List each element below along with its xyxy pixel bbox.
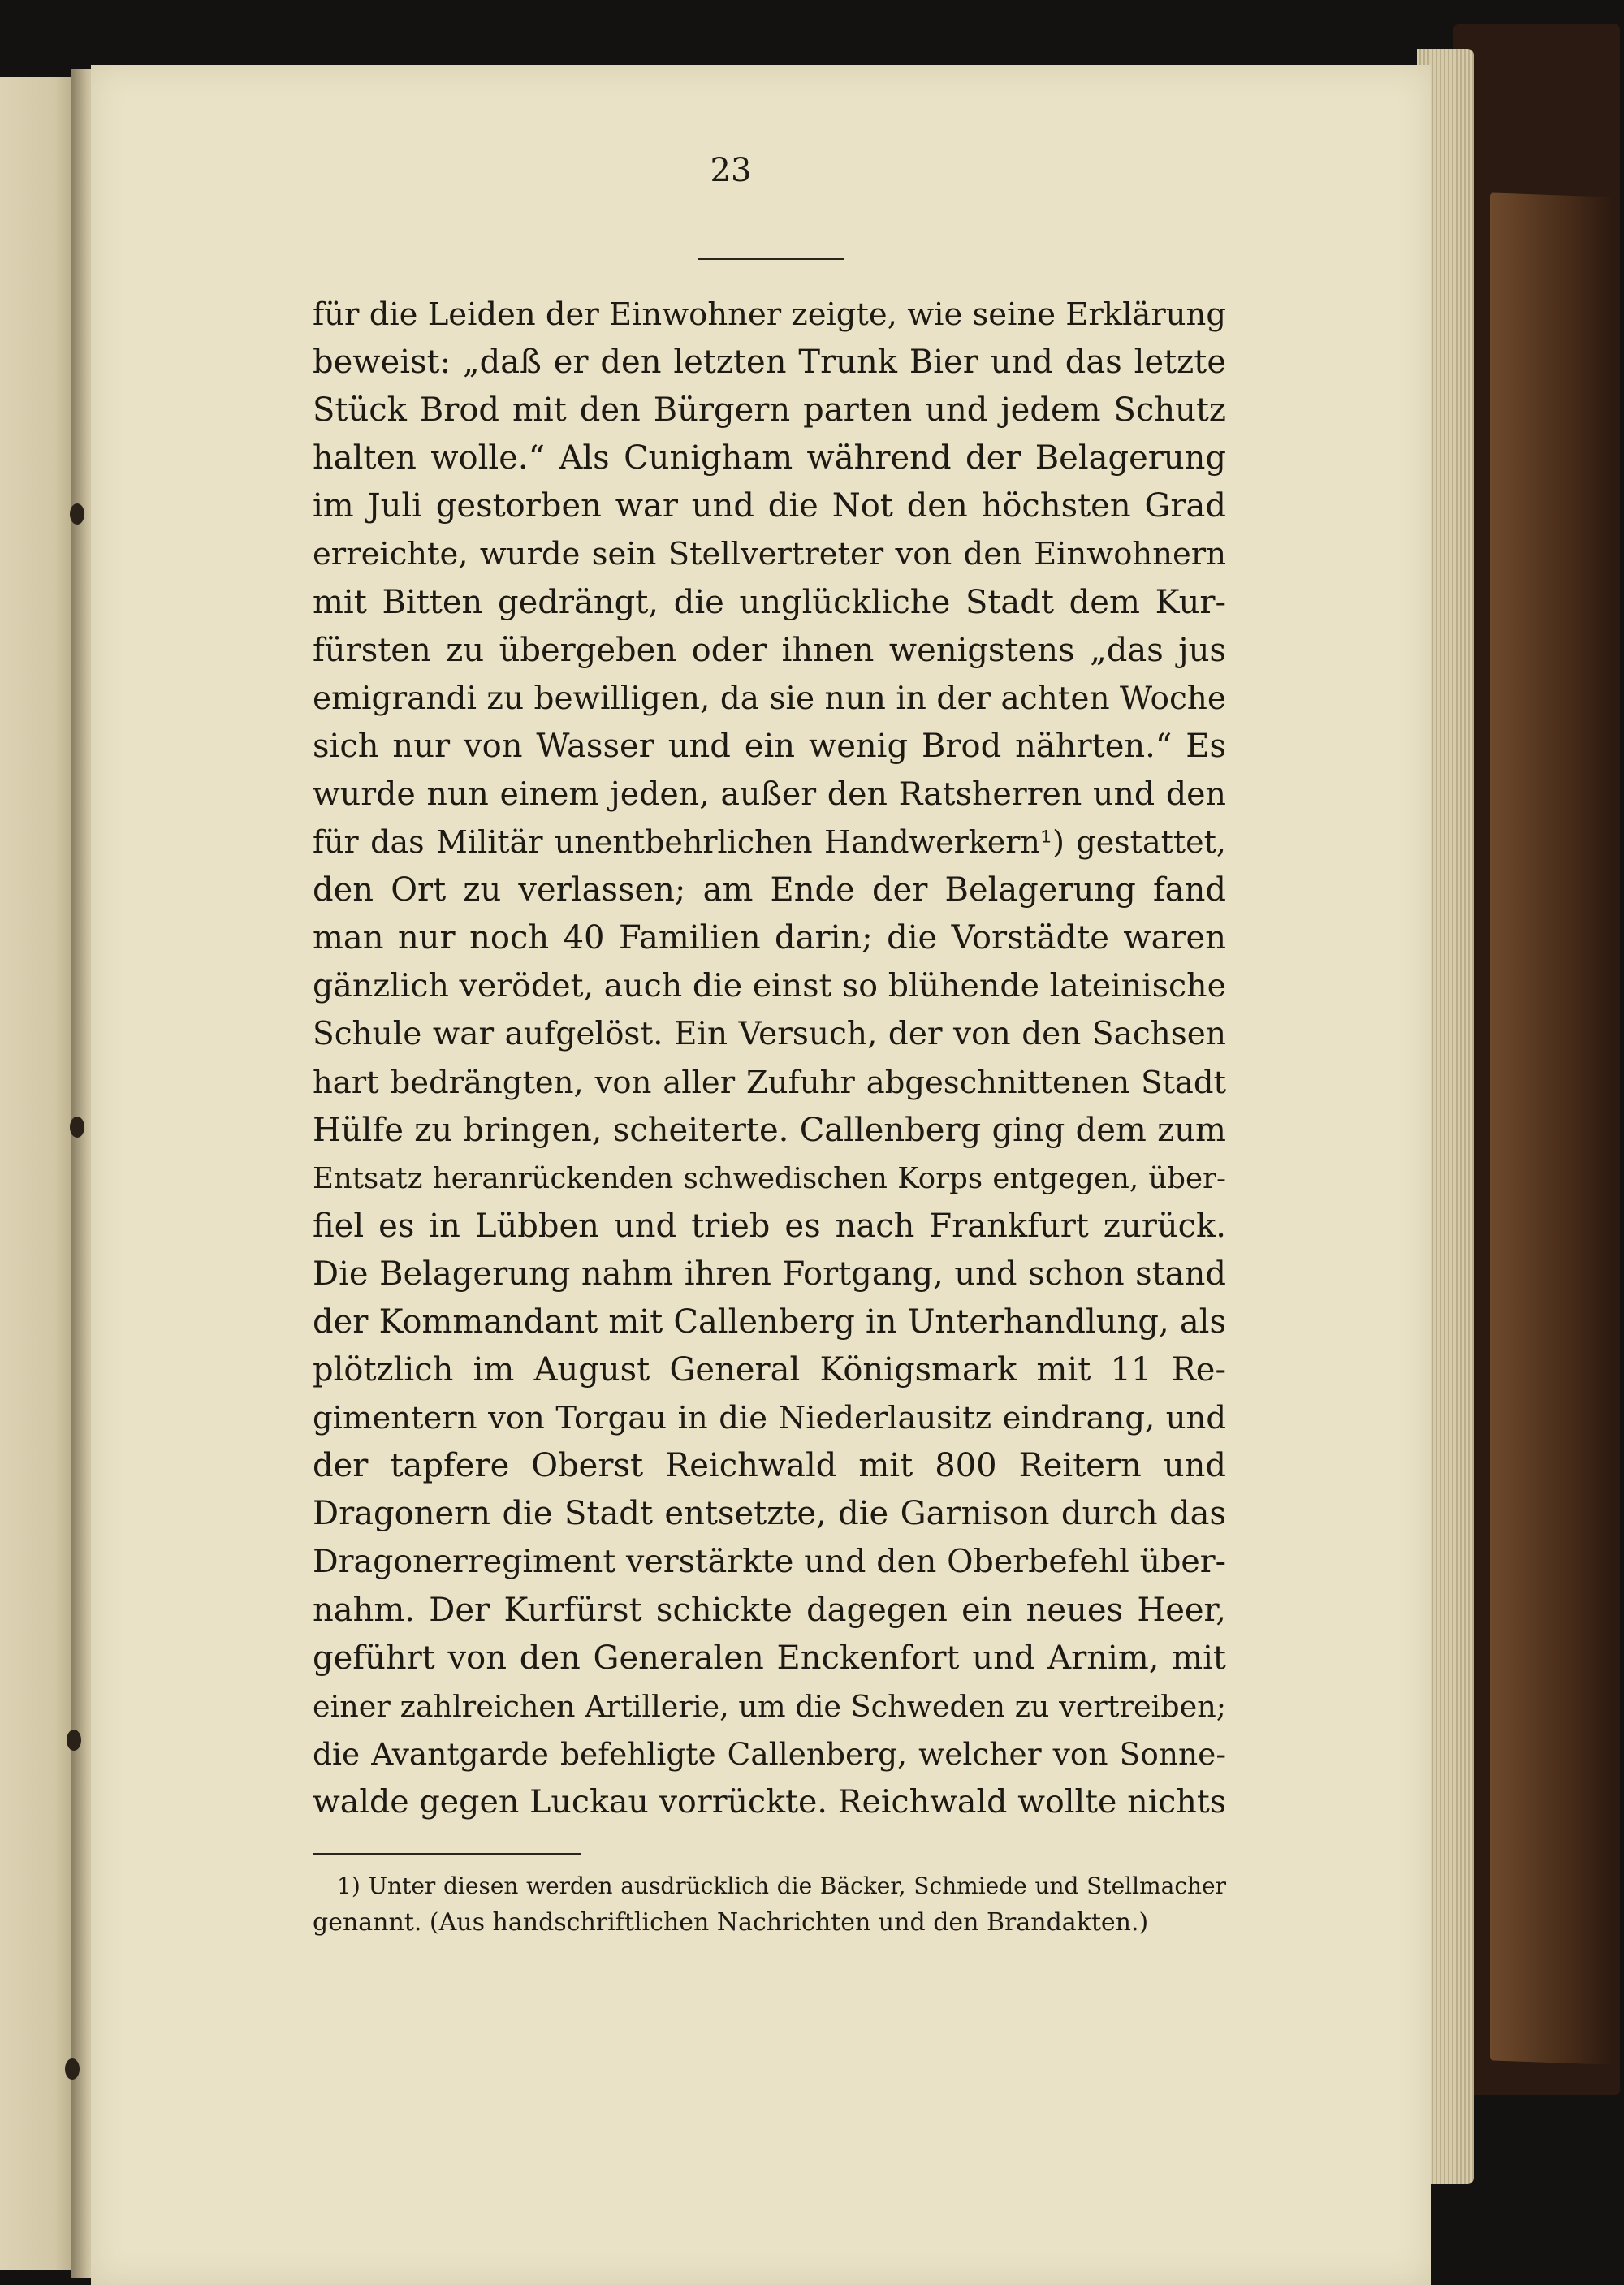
text-line: gänzlich verödet, auch die einst so blühende lateinische [313, 967, 1226, 1005]
text-line: Stück Brod mit den Bürgern parten und jedem Schutz [313, 391, 1226, 430]
text-line: die Avantgarde befehligte Callenberg, welcher von Sonne- [313, 1735, 1226, 1772]
text-line: erreichte, wurde sein Stellvertreter von den Einwohnern [313, 536, 1226, 573]
page-header [617, 146, 844, 195]
text-line: einer zahlreichen Artillerie, um die Schweden zu vertreiben; [313, 1688, 1226, 1724]
footnote [313, 1868, 1226, 1941]
text-line: plötzlich im August General Königsmark mit 11 Re- [313, 1351, 1226, 1389]
body-text [313, 291, 1226, 1826]
cover-edge [1490, 192, 1612, 2064]
text-line: beweist: „daß er den letzten Trunk Bier und das letzte [313, 343, 1226, 382]
text-line: Hülfe zu bringen, scheiterte. Callenberg ging dem zum [313, 1111, 1226, 1149]
text-line: Die Belagerung nahm ihren Fortgang, und schon stand [313, 1255, 1226, 1293]
footnote-line: 1) Unter diesen werden ausdrücklich die Bäcker, Schmiede und Stellmacher [337, 1872, 1226, 1899]
footnote-line: genannt. (Aus handschriftlichen Nachrichten und den Brandakten.) [313, 1908, 1149, 1937]
text-line: man nur noch 40 Familien darin; die Vorstädte waren [313, 919, 1226, 957]
binding-thread-icon [67, 1730, 81, 1751]
text-line: Dragonerregiment verstärkte und den Oberbefehl über- [313, 1543, 1226, 1581]
text-line: walde gegen Luckau vorrückte. Reichwald wollte nichts [313, 1782, 1226, 1821]
text-line: fürsten zu übergeben oder ihnen wenigstens „das jus [313, 631, 1226, 669]
text-line: wurde nun einem jeden, außer den Ratsherren und den [313, 775, 1226, 813]
page-number: 23 [710, 152, 752, 189]
left-facing-page [0, 77, 78, 2270]
footnote-rule [313, 1853, 581, 1855]
text-line: für die Leiden der Einwohner zeigte, wie seine Erklärung [313, 296, 1226, 333]
text-line: der Kommandant mit Callenberg in Unterhandlung, als [313, 1302, 1226, 1341]
text-line: emigrandi zu bewilligen, da sie nun in der achten Woche [313, 680, 1226, 717]
binding-thread-icon [70, 1117, 84, 1138]
text-line: mit Bitten gedrängt, die unglückliche Stadt dem Kur- [313, 583, 1226, 621]
text-line: sich nur von Wasser und ein wenig Brod nährten.“ Es [313, 727, 1226, 765]
text-line: nahm. Der Kurfürst schickte dagegen ein neues Heer, [313, 1591, 1226, 1629]
text-line: gimentern von Torgau in die Niederlausitz eindrang, und [313, 1400, 1226, 1437]
text-line: den Ort zu verlassen; am Ende der Belagerung fand [313, 871, 1226, 909]
text-line: der tapfere Oberst Reichwald mit 800 Reitern und [313, 1447, 1226, 1485]
text-line: geführt von den Generalen Enckenfort und Arnim, mit [313, 1639, 1226, 1677]
text-line: halten wolle.“ Als Cunigham während der Belagerung [313, 439, 1226, 477]
text-line: Entsatz heranrückenden schwedischen Korps entgegen, über- [313, 1161, 1226, 1195]
text-line: Schule war aufgelöst. Ein Versuch, der von den Sachsen [313, 1016, 1226, 1053]
text-line: im Juli gestorben war und die Not den höchsten Grad [313, 487, 1226, 525]
text-line: Dragonern die Stadt entsetzte, die Garnison durch das [313, 1495, 1226, 1533]
text-line: hart bedrängten, von aller Zufuhr abgeschnittenen Stadt [313, 1064, 1226, 1101]
binding-thread-icon [70, 503, 84, 525]
text-line: fiel es in Lübben und trieb es nach Frankfurt zurück. [313, 1207, 1226, 1245]
header-rule [698, 258, 844, 260]
text-line: für das Militär unentbehrlichen Handwerkern¹) gestattet, [313, 824, 1226, 861]
binding-thread-icon [65, 2058, 80, 2080]
